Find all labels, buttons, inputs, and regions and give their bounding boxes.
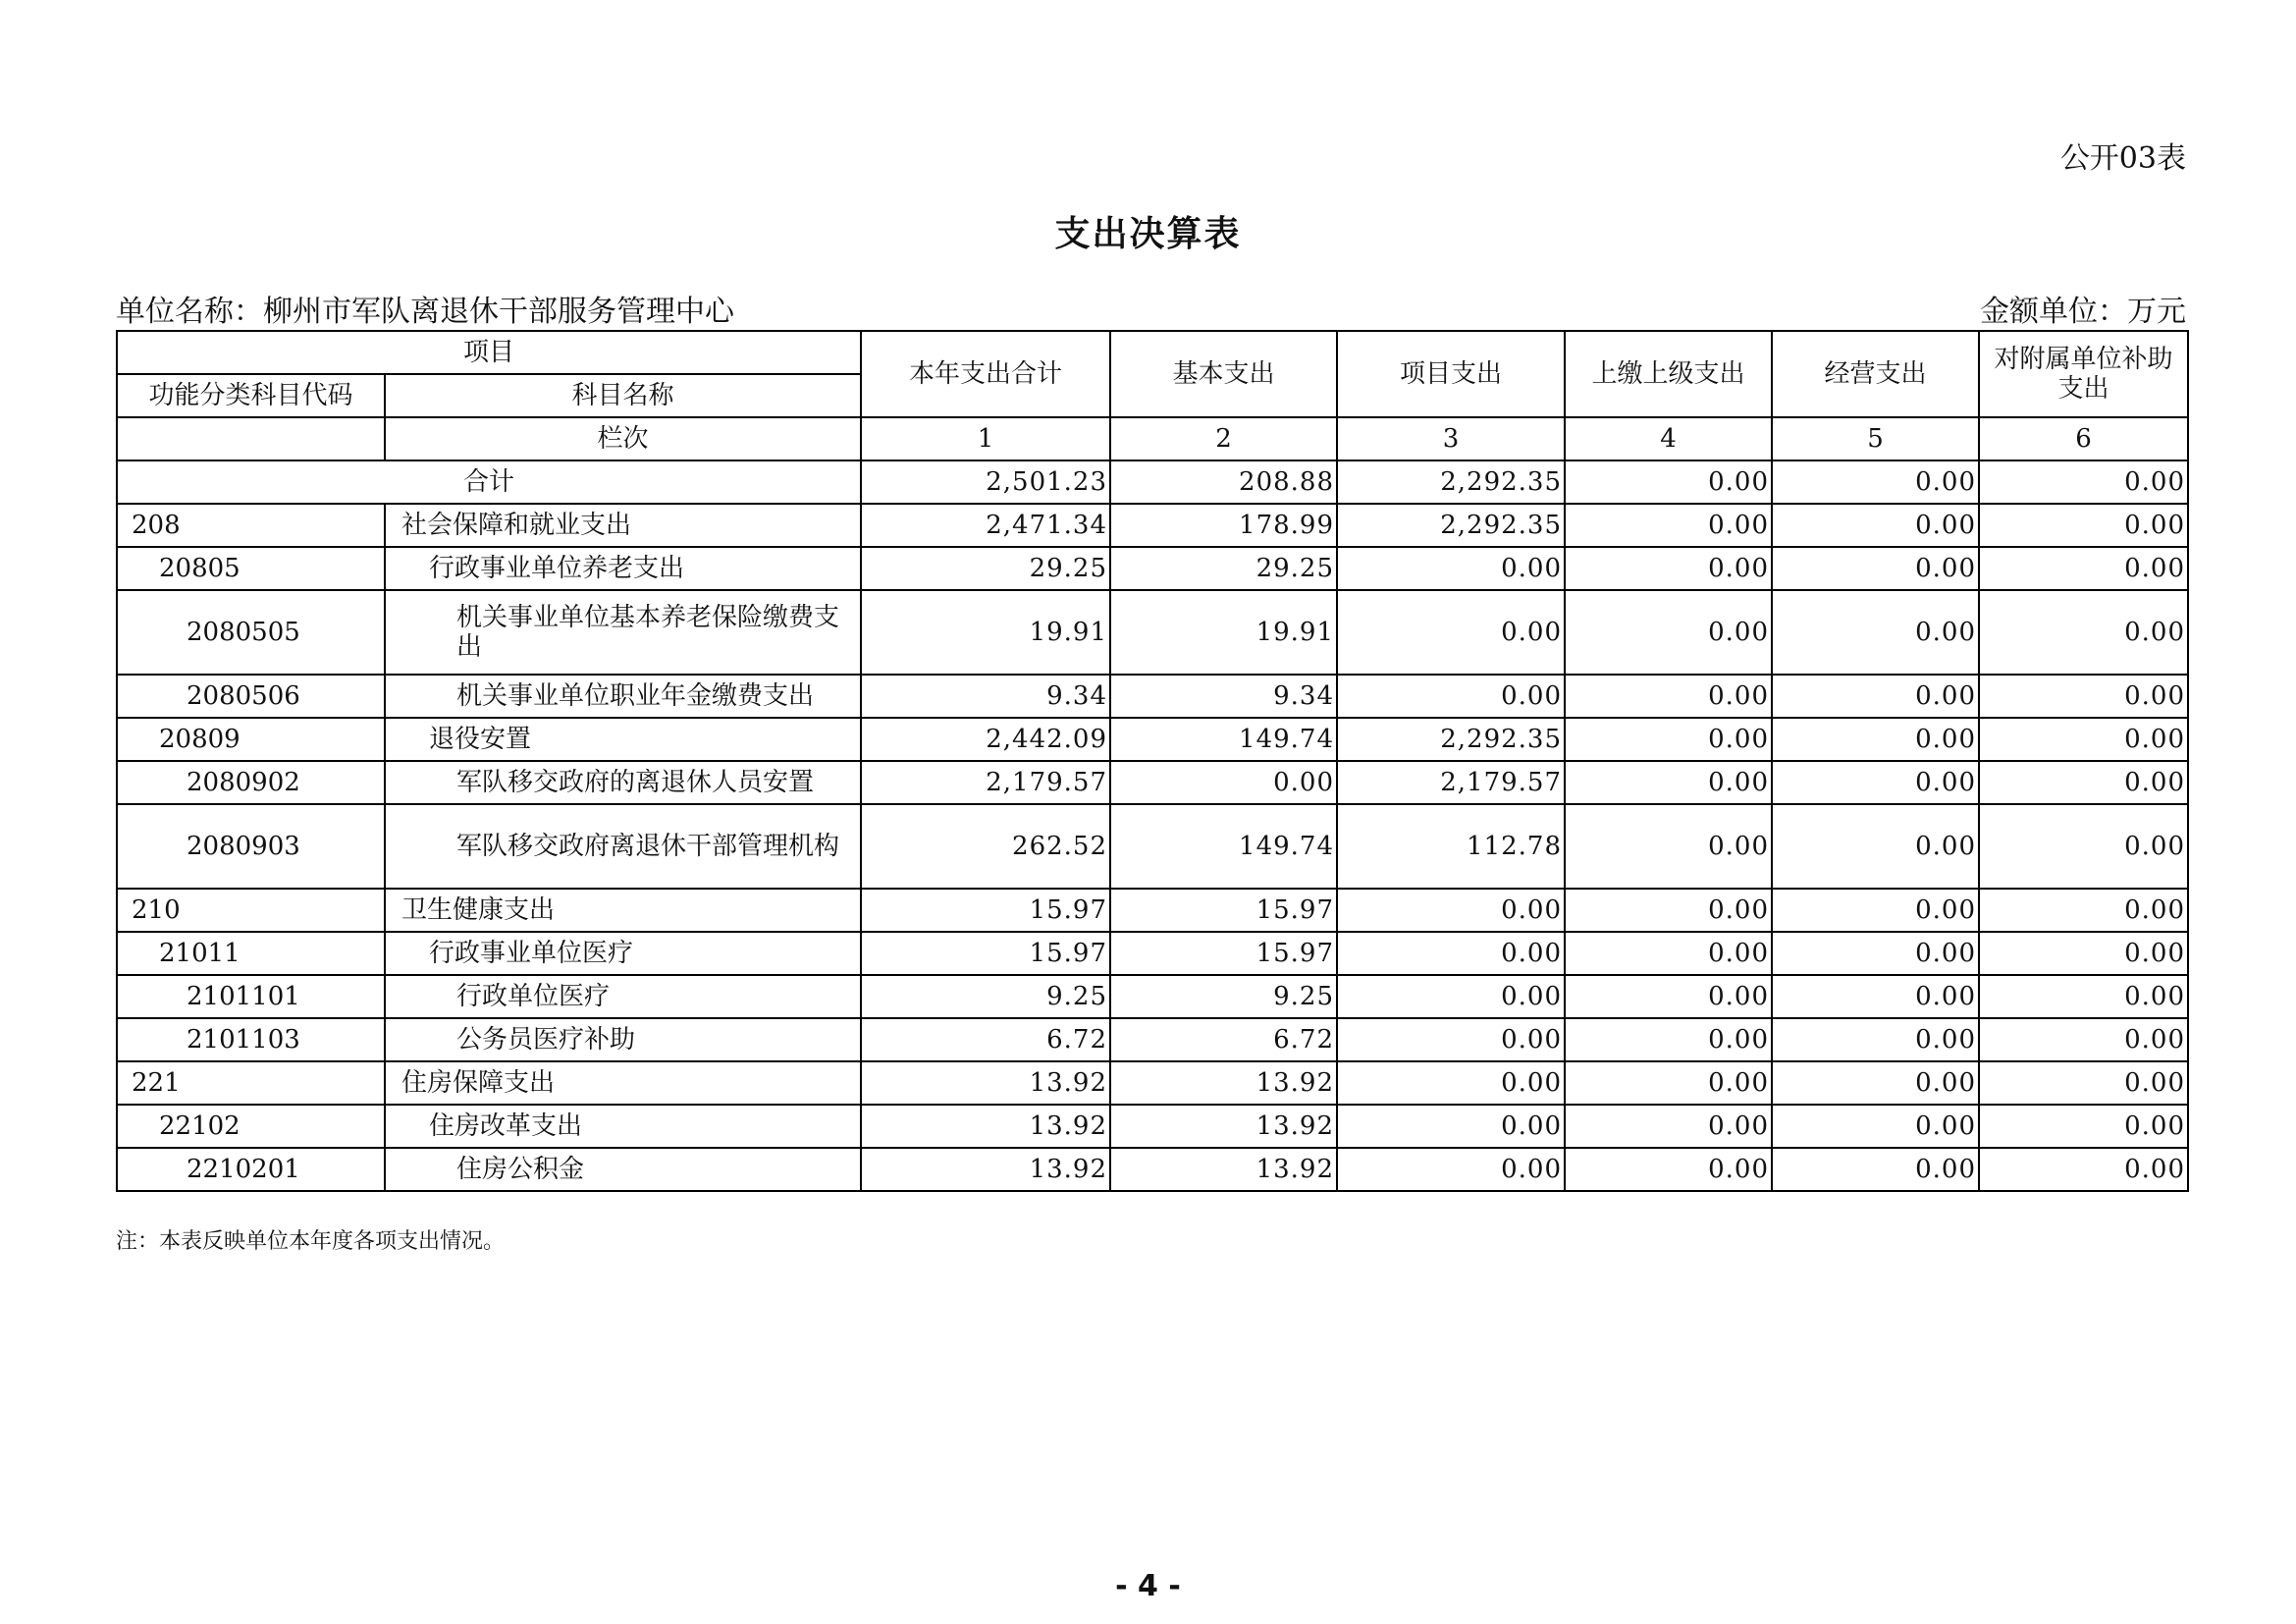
row-name: 行政单位医疗	[385, 975, 861, 1018]
row-value: 0.00	[1565, 504, 1772, 547]
total-row	[117, 460, 2188, 504]
table-body	[117, 331, 2188, 1191]
page-number: - 4 -	[1115, 1569, 1181, 1603]
row-value: 0.00	[1979, 1105, 2188, 1148]
row-value: 0.00	[1979, 1148, 2188, 1191]
row-value: 0.00	[1979, 675, 2188, 718]
row-value: 13.92	[861, 1061, 1110, 1105]
total-value: 0.00	[1772, 460, 1979, 504]
table-row	[117, 804, 2188, 889]
table-note: 注：本表反映单位本年度各项支出情况。	[116, 1229, 506, 1254]
row-name: 军队移交政府离退休干部管理机构	[385, 804, 861, 889]
row-value: 0.00	[1565, 975, 1772, 1018]
row-value: 0.00	[1772, 975, 1979, 1018]
row-value: 0.00	[1337, 1148, 1565, 1191]
row-name: 行政事业单位养老支出	[385, 547, 861, 590]
row-value: 0.00	[1979, 804, 2188, 889]
row-value: 2,292.35	[1337, 504, 1565, 547]
row-value: 0.00	[1979, 504, 2188, 547]
header-name: 科目名称	[385, 374, 861, 417]
row-name: 卫生健康支出	[385, 889, 861, 932]
row-value: 0.00	[1337, 1105, 1565, 1148]
row-value: 0.00	[1772, 675, 1979, 718]
header-col-total: 本年支出合计	[861, 331, 1110, 417]
header-col-basic: 基本支出	[1110, 331, 1337, 417]
row-name: 机关事业单位基本养老保险缴费支出	[385, 590, 861, 675]
header-col-project: 项目支出	[1337, 331, 1565, 417]
row-code: 20805	[117, 547, 385, 590]
row-value: 0.00	[1772, 889, 1979, 932]
row-value: 0.00	[1565, 590, 1772, 675]
row-value: 0.00	[1979, 975, 2188, 1018]
table-row	[117, 1105, 2188, 1148]
row-value: 9.34	[861, 675, 1110, 718]
table-row	[117, 889, 2188, 932]
row-value: 0.00	[1979, 1018, 2188, 1061]
row-name: 社会保障和就业支出	[385, 504, 861, 547]
table-row	[117, 1018, 2188, 1061]
row-name: 行政事业单位医疗	[385, 932, 861, 975]
table-row	[117, 590, 2188, 675]
row-value: 19.91	[1110, 590, 1337, 675]
row-value: 29.25	[1110, 547, 1337, 590]
table-row	[117, 504, 2188, 547]
total-value: 0.00	[1979, 460, 2188, 504]
row-value: 0.00	[1110, 761, 1337, 804]
row-name: 退役安置	[385, 718, 861, 761]
row-code: 208	[117, 504, 385, 547]
row-value: 0.00	[1565, 761, 1772, 804]
row-value: 15.97	[1110, 932, 1337, 975]
row-value: 2,292.35	[1337, 718, 1565, 761]
table-row	[117, 975, 2188, 1018]
row-value: 13.92	[861, 1105, 1110, 1148]
row-value: 0.00	[1565, 547, 1772, 590]
row-value: 0.00	[1565, 718, 1772, 761]
row-value: 0.00	[1979, 547, 2188, 590]
row-name: 住房保障支出	[385, 1061, 861, 1105]
row-code: 221	[117, 1061, 385, 1105]
row-value: 0.00	[1772, 1061, 1979, 1105]
row-value: 0.00	[1772, 1148, 1979, 1191]
row-code: 22102	[117, 1105, 385, 1148]
total-value: 208.88	[1110, 460, 1337, 504]
table-row	[117, 761, 2188, 804]
row-value: 9.25	[861, 975, 1110, 1018]
table-row	[117, 1061, 2188, 1105]
row-code: 21011	[117, 932, 385, 975]
row-value: 13.92	[1110, 1105, 1337, 1148]
row-name: 机关事业单位职业年金缴费支出	[385, 675, 861, 718]
row-value: 0.00	[1337, 1061, 1565, 1105]
row-code: 2080903	[117, 804, 385, 889]
row-value: 2,442.09	[861, 718, 1110, 761]
row-value: 0.00	[1772, 547, 1979, 590]
form-number: 公开03表	[2059, 141, 2186, 176]
row-value: 0.00	[1337, 975, 1565, 1018]
total-value: 0.00	[1565, 460, 1772, 504]
row-value: 0.00	[1337, 590, 1565, 675]
row-value: 0.00	[1979, 590, 2188, 675]
row-code: 2080505	[117, 590, 385, 675]
row-code: 2210201	[117, 1148, 385, 1191]
row-value: 112.78	[1337, 804, 1565, 889]
row-name: 住房改革支出	[385, 1105, 861, 1148]
row-value: 262.52	[861, 804, 1110, 889]
row-value: 13.92	[861, 1148, 1110, 1191]
row-value: 9.34	[1110, 675, 1337, 718]
table-row	[117, 547, 2188, 590]
row-value: 19.91	[861, 590, 1110, 675]
page-title: 支出决算表	[1054, 214, 1242, 254]
row-value: 0.00	[1979, 1061, 2188, 1105]
row-value: 0.00	[1565, 1018, 1772, 1061]
row-value: 6.72	[1110, 1018, 1337, 1061]
row-value: 0.00	[1565, 932, 1772, 975]
unit-name: 单位名称：柳州市军队离退休干部服务管理中心	[116, 295, 734, 329]
header-row-1	[117, 331, 2188, 374]
col-number: 5	[1772, 417, 1979, 460]
row-name: 住房公积金	[385, 1148, 861, 1191]
row-value: 0.00	[1772, 590, 1979, 675]
row-value: 0.00	[1772, 804, 1979, 889]
row-value: 13.92	[1110, 1061, 1337, 1105]
row-value: 15.97	[861, 889, 1110, 932]
total-value: 2,292.35	[1337, 460, 1565, 504]
row-code: 2080902	[117, 761, 385, 804]
row-value: 0.00	[1979, 718, 2188, 761]
row-value: 0.00	[1772, 504, 1979, 547]
row-value: 0.00	[1565, 804, 1772, 889]
row-value: 0.00	[1772, 761, 1979, 804]
row-value: 0.00	[1565, 1105, 1772, 1148]
row-value: 0.00	[1337, 675, 1565, 718]
row-value: 29.25	[861, 547, 1110, 590]
row-value: 178.99	[1110, 504, 1337, 547]
header-row-3	[117, 417, 2188, 460]
row-name: 公务员医疗补助	[385, 1018, 861, 1061]
expenditure-table	[116, 330, 2189, 1192]
row-value: 15.97	[1110, 889, 1337, 932]
header-project: 项目	[117, 331, 861, 374]
row-value: 0.00	[1565, 675, 1772, 718]
row-value: 0.00	[1565, 889, 1772, 932]
row-value: 149.74	[1110, 804, 1337, 889]
table-row	[117, 718, 2188, 761]
table-row	[117, 1148, 2188, 1191]
row-code: 2101103	[117, 1018, 385, 1061]
header-col-index-label: 栏次	[385, 417, 861, 460]
table-row	[117, 675, 2188, 718]
row-value: 0.00	[1772, 1105, 1979, 1148]
row-value: 0.00	[1772, 1018, 1979, 1061]
row-value: 2,179.57	[861, 761, 1110, 804]
row-code: 210	[117, 889, 385, 932]
table-row	[117, 932, 2188, 975]
row-code: 2080506	[117, 675, 385, 718]
row-value: 2,179.57	[1337, 761, 1565, 804]
col-number: 4	[1565, 417, 1772, 460]
row-value: 2,471.34	[861, 504, 1110, 547]
row-value: 0.00	[1979, 761, 2188, 804]
col-number: 2	[1110, 417, 1337, 460]
col-number: 1	[861, 417, 1110, 460]
amount-unit: 金额单位：万元	[1980, 295, 2186, 329]
row-value: 0.00	[1337, 1018, 1565, 1061]
row-value: 0.00	[1979, 932, 2188, 975]
row-value: 0.00	[1772, 932, 1979, 975]
row-code: 20809	[117, 718, 385, 761]
row-value: 0.00	[1772, 718, 1979, 761]
row-value: 15.97	[861, 932, 1110, 975]
header-blank-cell	[117, 417, 385, 460]
row-value: 9.25	[1110, 975, 1337, 1018]
header-col-remit: 上缴上级支出	[1565, 331, 1772, 417]
row-value: 0.00	[1337, 547, 1565, 590]
row-value: 13.92	[1110, 1148, 1337, 1191]
header-col-subsidy: 对附属单位补助支出	[1979, 331, 2188, 417]
total-value: 2,501.23	[861, 460, 1110, 504]
row-name: 军队移交政府的离退休人员安置	[385, 761, 861, 804]
row-value: 0.00	[1565, 1061, 1772, 1105]
row-value: 0.00	[1979, 889, 2188, 932]
col-number: 3	[1337, 417, 1565, 460]
row-value: 6.72	[861, 1018, 1110, 1061]
total-label: 合计	[117, 460, 861, 504]
row-value: 0.00	[1337, 932, 1565, 975]
row-value: 0.00	[1337, 889, 1565, 932]
col-number: 6	[1979, 417, 2188, 460]
row-code: 2101101	[117, 975, 385, 1018]
row-value: 149.74	[1110, 718, 1337, 761]
header-col-operating: 经营支出	[1772, 331, 1979, 417]
header-code: 功能分类科目代码	[117, 374, 385, 417]
row-value: 0.00	[1565, 1148, 1772, 1191]
